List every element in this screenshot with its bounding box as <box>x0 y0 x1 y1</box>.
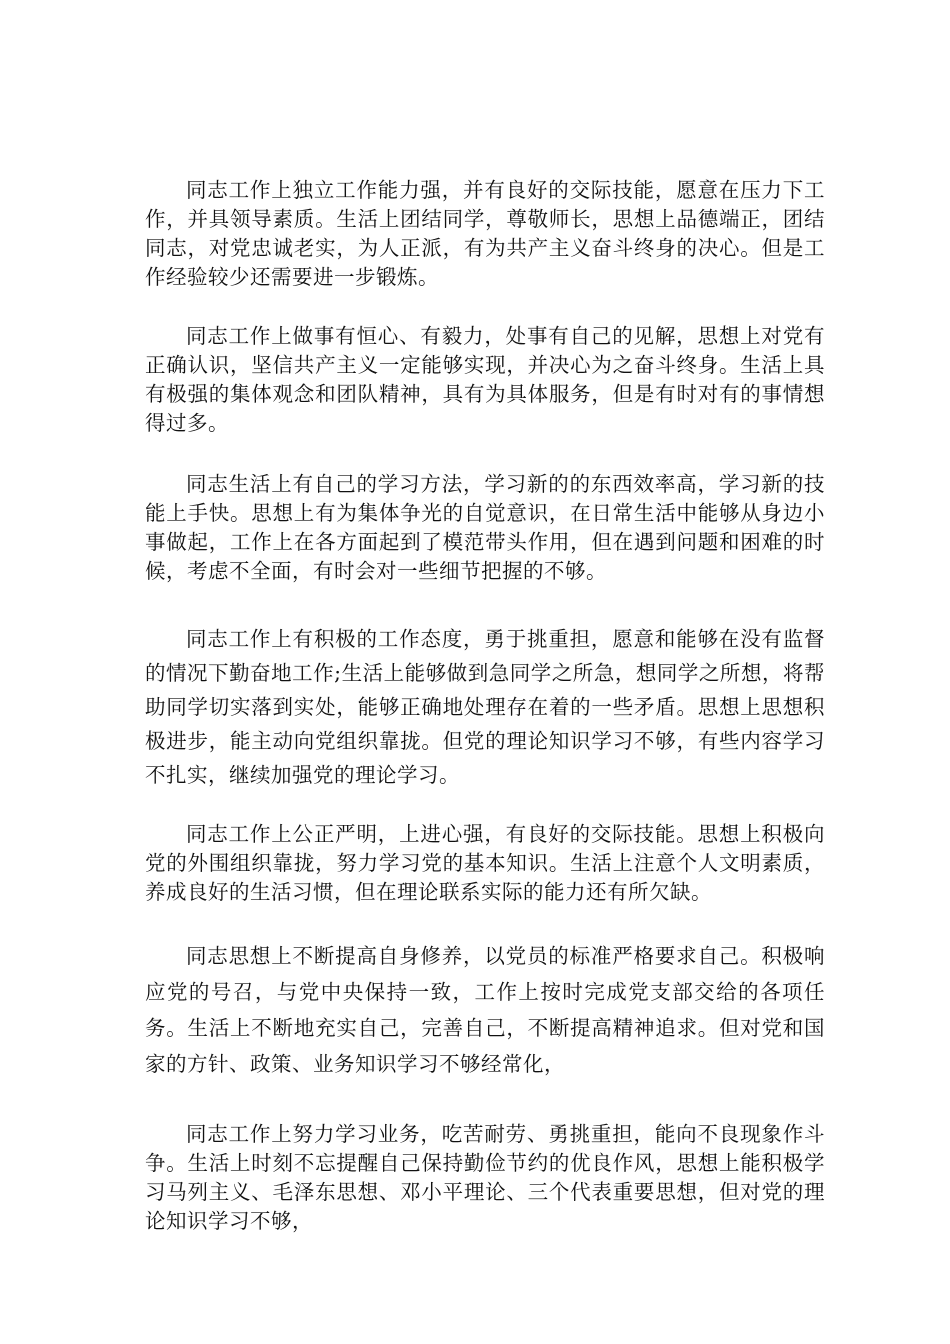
evaluation-paragraph-2: 同志工作上做事有恒心、有毅力，处事有自己的见解，思想上对党有正确认识，坚信共产主义一定能够实现，并决心为之奋斗终身。生活上具有极强的集体观念和团队精神，具有为具体服务，但是有时对有的事情想得过多。 <box>145 324 825 435</box>
evaluation-paragraph-4: 同志工作上有积极的工作态度，勇于挑重担，愿意和能够在没有监督的情况下勤奋地工作;生活上能够做到急同学之所急，想同学之所想，将帮助同学切实落到实处，能够正确地处理存在着的一些矛盾。思想上思想积极进步，能主动向党组织靠拢。但党的理论知识学习不够，有些内容学习不扎实，继续加强党的理论学习。 <box>145 627 825 787</box>
evaluation-paragraph-3: 同志生活上有自己的学习方法，学习新的的东西效率高，学习新的技能上手快。思想上有为集体争光的自觉意识，在日常生活中能够从身边小事做起，工作上在各方面起到了模范带头作用，但在遇到问题和困难的时候，考虑不全面，有时会对一些细节把握的不够。 <box>145 472 825 583</box>
evaluation-paragraph-1: 同志工作上独立工作能力强，并有良好的交际技能，愿意在压力下工作，并具领导素质。生活上团结同学，尊敬师长，思想上品德端正，团结同志，对党忠诚老实，为人正派，有为共产主义奋斗终身的决心。但是工作经验较少还需要进一步锻炼。 <box>145 178 825 289</box>
evaluation-paragraph-7: 同志工作上努力学习业务，吃苦耐劳、勇挑重担，能向不良现象作斗争。生活上时刻不忘提醒自己保持勤俭节约的优良作风，思想上能积极学习马列主义、毛泽东思想、邓小平理论、三个代表重要思想，但对党的理论知识学习不够， <box>145 1122 825 1233</box>
evaluation-paragraph-5: 同志工作上公正严明，上进心强，有良好的交际技能。思想上积极向党的外围组织靠拢，努力学习党的基本知识。生活上注意个人文明素质，养成良好的生活习惯，但在理论联系实际的能力还有所欠缺。 <box>145 822 825 904</box>
evaluation-paragraph-6: 同志思想上不断提高自身修养，以党员的标准严格要求自己。积极响应党的号召，与党中央保持一致，工作上按时完成党支部交给的各项任务。生活上不断地充实自己，完善自己，不断提高精神追求。但对党和国家的方针、政策、业务知识学习不够经常化， <box>145 944 825 1076</box>
